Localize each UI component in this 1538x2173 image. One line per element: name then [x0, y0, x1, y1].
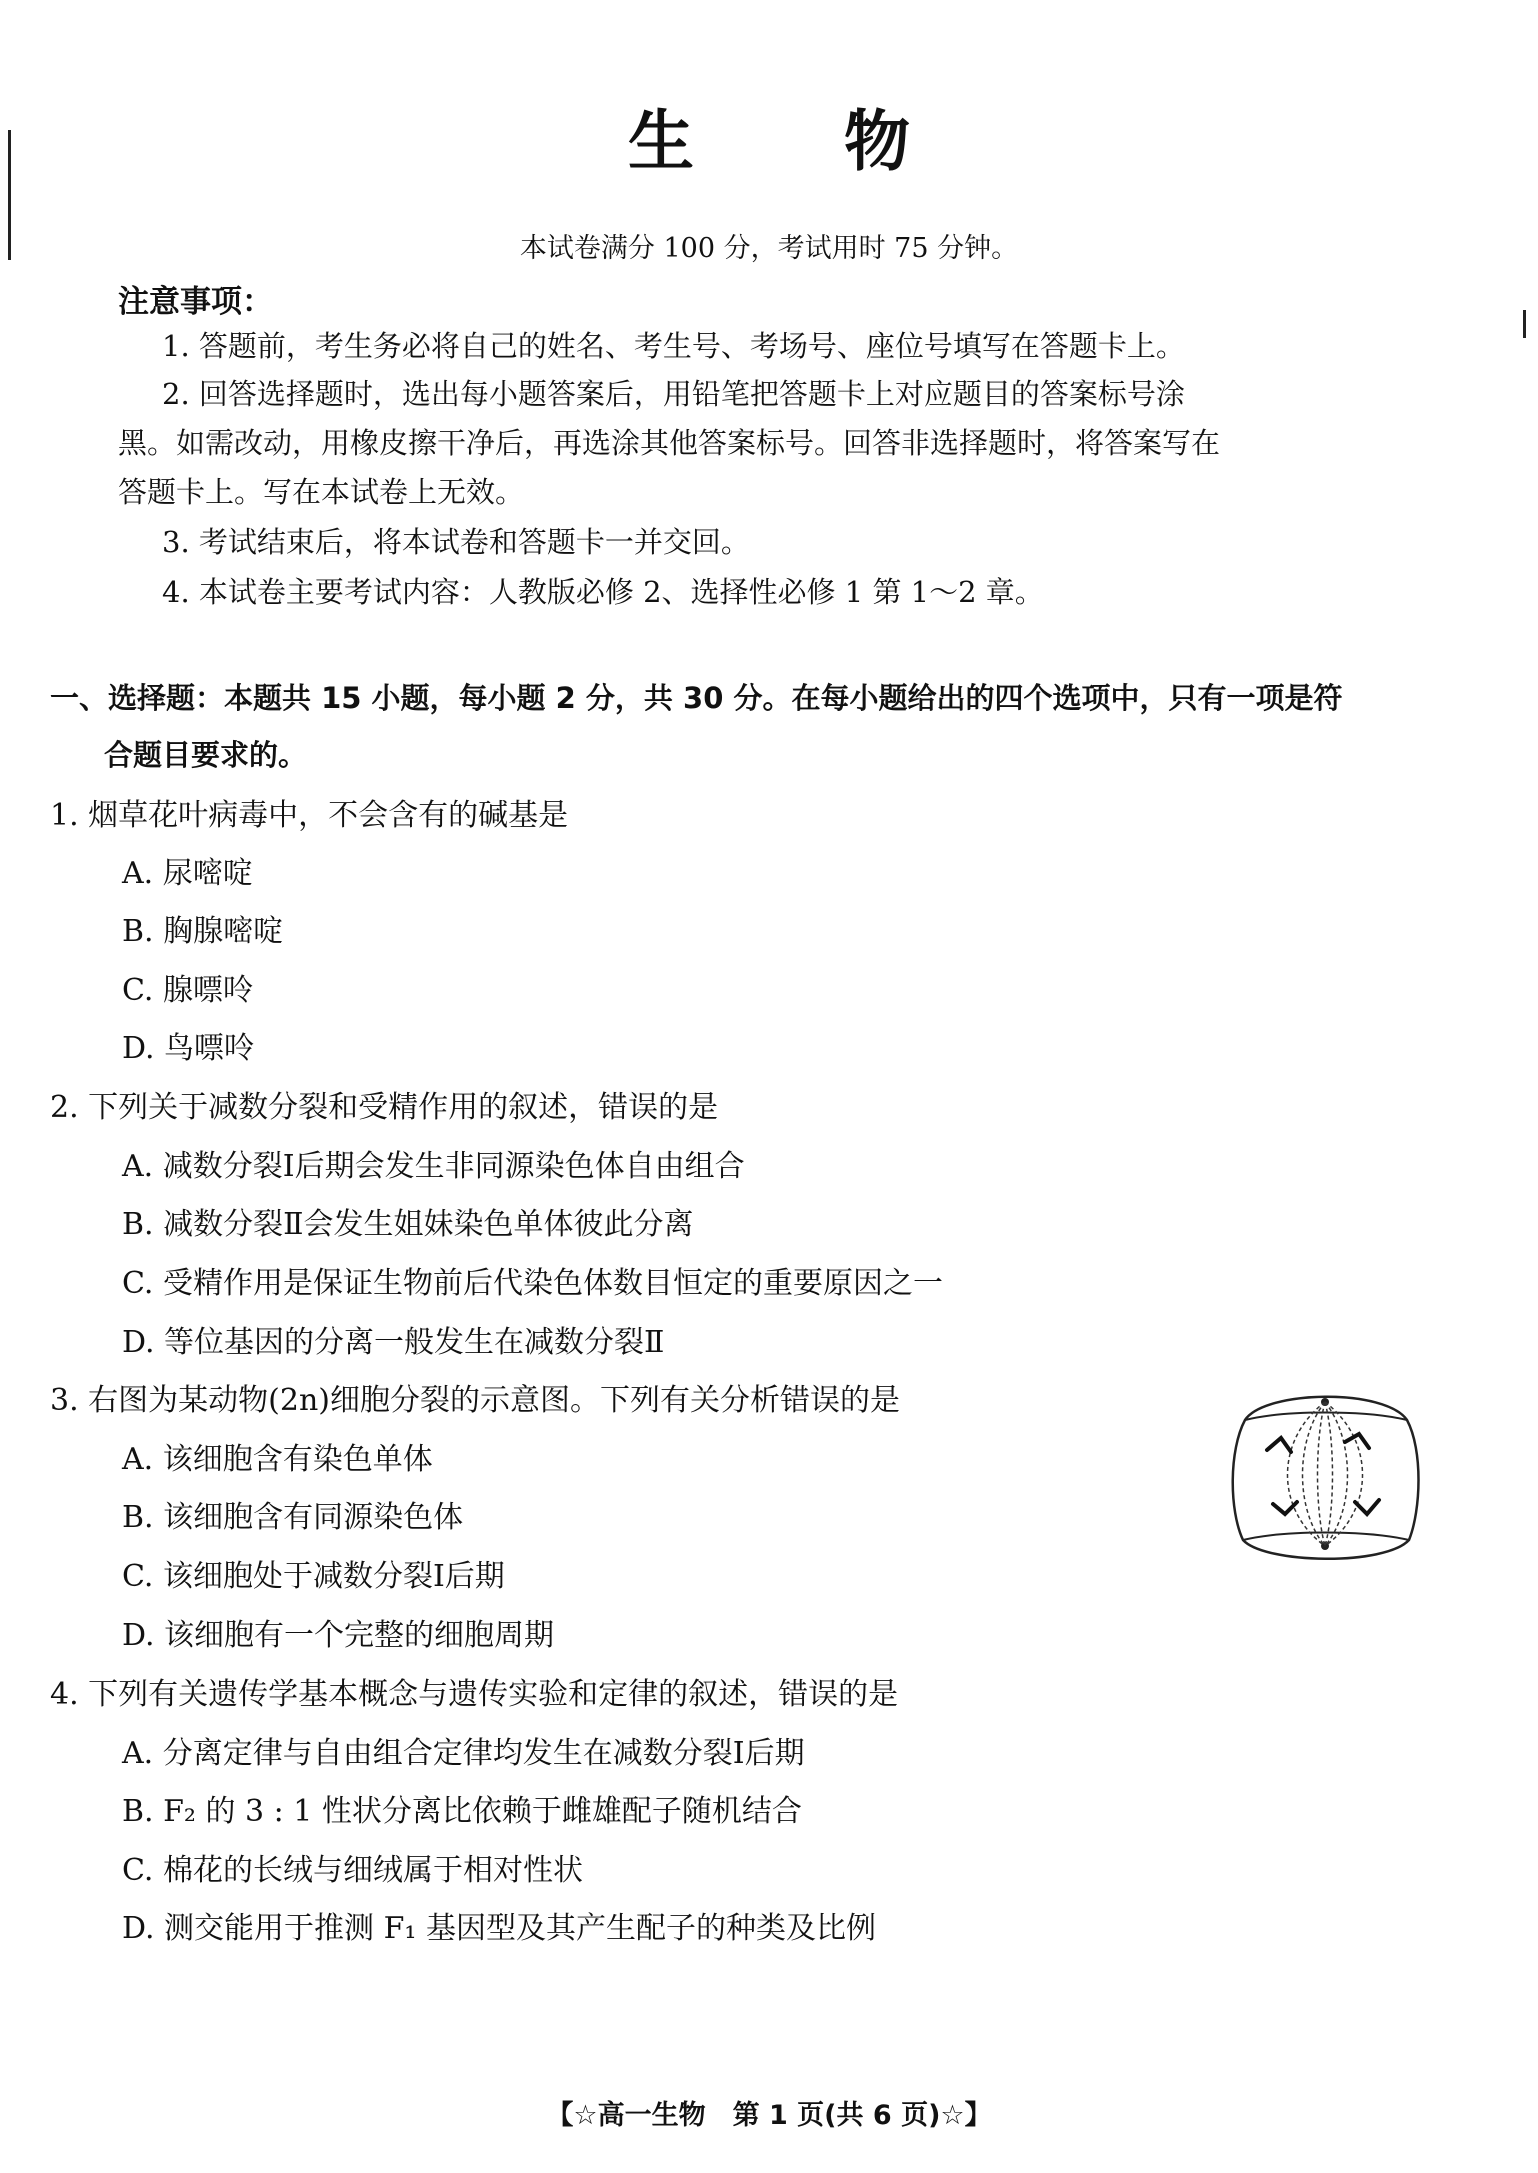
notes-line: 2. 回答选择题时，选出每小题答案后，用铅笔把答题卡上对应题目的答案标号涂	[162, 377, 1185, 411]
cell-division-figure	[1225, 1380, 1425, 1568]
question-option: C. 受精作用是保证生物前后代染色体数目恒定的重要原因之一	[122, 1266, 943, 1301]
question-option: D. 鸟嘌呤	[122, 1031, 255, 1066]
notes-line: 4. 本试卷主要考试内容：人教版必修 2、选择性必修 1 第 1～2 章。	[162, 575, 1044, 609]
exam-info: 本试卷满分 100 分，考试用时 75 分钟。	[519, 233, 1019, 264]
page-footer: 【☆高一生物 第 1 页(共 6 页)☆】	[546, 2100, 992, 2131]
notes-heading: 注意事项：	[118, 284, 273, 320]
question-option: C. 腺嘌呤	[122, 973, 253, 1008]
section-heading-cont: 合题目要求的。	[104, 738, 308, 772]
question-option: A. 分离定律与自由组合定律均发生在减数分裂Ⅰ后期	[122, 1736, 805, 1771]
question-option: D. 等位基因的分离一般发生在减数分裂Ⅱ	[122, 1325, 665, 1360]
question-option: D. 测交能用于推测 F₁ 基因型及其产生配子的种类及比例	[122, 1911, 876, 1946]
question-stem: 4. 下列有关遗传学基本概念与遗传实验和定律的叙述，错误的是	[50, 1677, 899, 1712]
question-stem: 1. 烟草花叶病毒中，不会含有的碱基是	[50, 798, 569, 833]
question-option: C. 该细胞处于减数分裂Ⅰ后期	[122, 1559, 505, 1594]
notes-line: 3. 考试结束后，将本试卷和答题卡一并交回。	[162, 525, 750, 559]
question-option: C. 棉花的长绒与细绒属于相对性状	[122, 1853, 583, 1888]
question-stem: 2. 下列关于减数分裂和受精作用的叙述，错误的是	[50, 1090, 719, 1125]
notes-line: 黑。如需改动，用橡皮擦干净后，再选涂其他答案标号。回答非选择题时，将答案写在	[118, 426, 1221, 460]
page-title: 生物	[628, 103, 1060, 180]
question-option: D. 该细胞有一个完整的细胞周期	[122, 1618, 555, 1653]
question-option: A. 该细胞含有染色单体	[122, 1442, 433, 1477]
scan-edge-mark	[1523, 310, 1526, 338]
question-option: A. 减数分裂Ⅰ后期会发生非同源染色体自由组合	[122, 1149, 745, 1184]
question-option: B. 该细胞含有同源染色体	[122, 1500, 464, 1535]
question-option: B. 减数分裂Ⅱ会发生姐妹染色单体彼此分离	[122, 1207, 694, 1242]
section-heading: 一、选择题：本题共 15 小题，每小题 2 分，共 30 分。在每小题给出的四个选项中，只有一项是符	[50, 681, 1343, 715]
question-option: A. 尿嘧啶	[122, 856, 253, 891]
notes-line: 答题卡上。写在本试卷上无效。	[118, 475, 525, 509]
question-option: B. 胸腺嘧啶	[122, 914, 284, 949]
notes-line: 1. 答题前，考生务必将自己的姓名、考生号、考场号、座位号填写在答题卡上。	[162, 329, 1185, 363]
question-stem: 3. 右图为某动物(2n)细胞分裂的示意图。下列有关分析错误的是	[50, 1383, 900, 1418]
question-option: B. F₂ 的 3 : 1 性状分离比依赖于雌雄配子随机结合	[122, 1794, 802, 1829]
